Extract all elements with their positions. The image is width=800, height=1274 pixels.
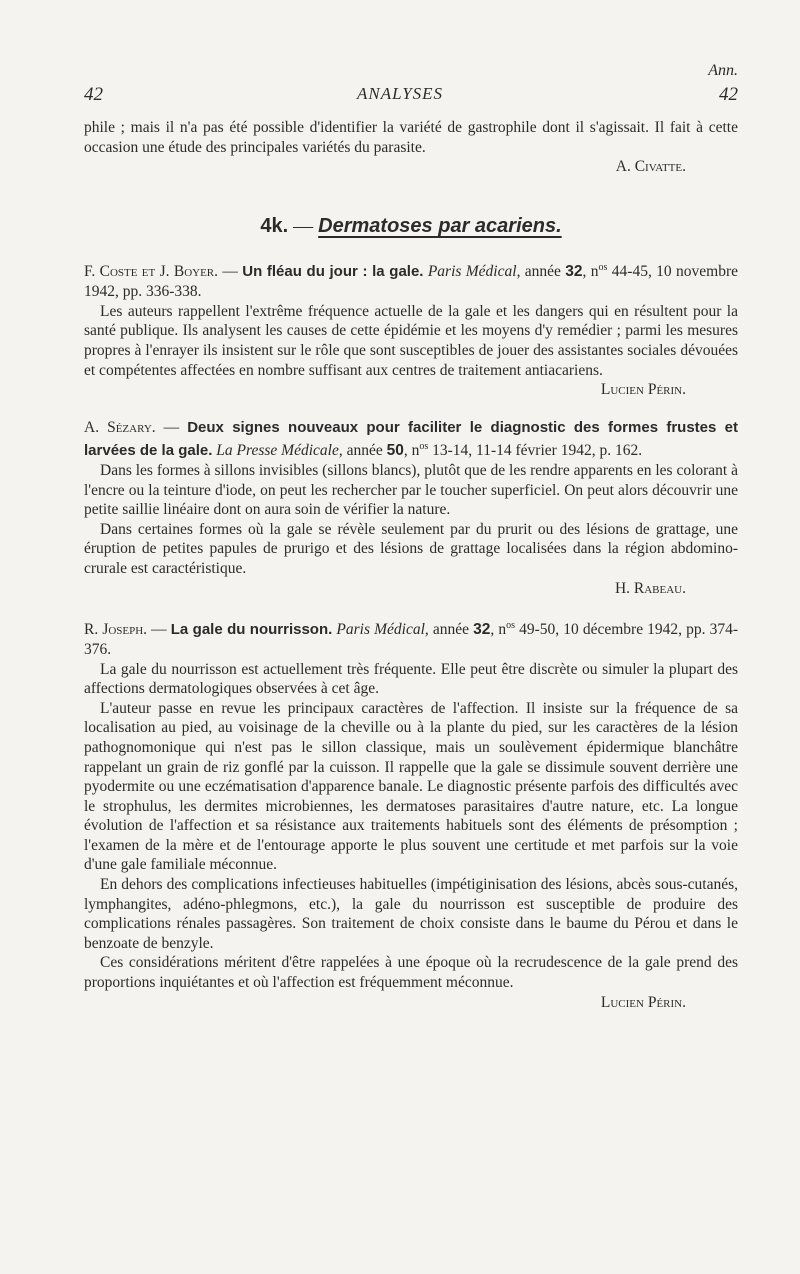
citation-ref: , n [490,621,507,639]
abstract-paragraph: Dans certaines formes où la gale se révèle seulement par du prurit ou des lésions de grattage, une éruption de petites papules de prurigo et des lésions de grattage localisées dans la région abdomino-crurale est caractéristique. [84,520,738,577]
citation-title: Deux signes nouveaux pour faciliter le diagnostic des formes frustes et larvées de la gale. [84,418,739,460]
citation-sup: os [419,441,429,453]
abstract-paragraph: Ces considérations méritent d'être rappelées à une époque où la recrudescence de la gale prend des proportions inquiétantes et où l'affection est fréquemment méconnue. [84,954,738,992]
citation-ref: 44-45, 10 novembre 1942, pp. 336-338. [84,263,739,301]
citation-dash: — [147,621,171,639]
citation-title: La gale du nourrisson. [170,621,333,639]
citation-title: Un fléau du jour : la gale. [242,263,424,281]
abstract-signature: Lucien Périn. [600,993,686,1011]
abstract-paragraph: La gale du nourrisson est actuellement très fréquente. Elle peut être discrète ou simuler la plupart des affections dermatologiques observées à cet âge. [84,660,738,698]
citation-authors: R. Joseph. [84,621,148,639]
citation-year: 50 [386,442,404,460]
citation-authors: A. Sézary. [84,418,156,436]
page-number-right: 42 [719,84,738,105]
citation-journal: Paris Médical [427,263,517,281]
citation-sup: os [598,262,608,274]
citation-ref: , n [582,263,599,281]
intro-signature: A. Civatte. [615,158,686,176]
section-title: Dermatoses par acariens. [318,214,562,237]
citation-authors: F. Coste et J. Boyer. [84,263,219,281]
citation-dash: — [218,263,243,281]
abstract-entry [84,258,738,399]
citation-ref: , année [338,442,387,460]
header-ann: Ann. [708,62,738,79]
abstract-paragraph: En dehors des complications infectieuses habituelles (impétiginisation des lésions, abcès sous-cutanés, lymphangites, adéno-phlegmons, etc.), la gale du nourrisson est susceptible de produire des complications rénales passagères. Son traitement de choix consiste dans le baume du Pérou et dans le benzoate de benzyle. [84,876,738,952]
page-number-left: 42 [84,84,103,105]
citation-year: 32 [473,621,491,639]
abstract-entry [84,418,738,599]
abstract-paragraph: Dans les formes à sillons invisibles (sillons blancs), plutôt que de les rendre apparents en les colorant à l'encre ou la teinture d'iode, on peut les rechercher par le toucher superficiel. On peut alors découvrir une petite saillie linéaire dont on aura soin de vérifier la nature. [84,462,738,519]
citation-ref: 49-50, 10 décembre 1942, pp. 374-376. [84,621,739,658]
citation-ref: , n [403,442,420,460]
citation-sup: os [506,620,515,632]
abstract-paragraph: Les auteurs rappellent l'extrême fréquence actuelle de la gale et les dangers qui en résultent pour la santé publique. Ils analysent les causes de cette épidémie et les moyens d'y remédier ; parmi les mesures propres à l'enrayer ils insistent sur le rôle que sont susceptibles de jouer des assistantes sociales dévouées et compétentes affectées en nombre suffisant aux centres de traitement antiacariens. [84,302,738,379]
citation-ref: 13-14, 11-14 février 1942, p. 162. [428,442,643,460]
section-dash: — [293,214,314,237]
intro-paragraph: phile ; mais il n'a pas été possible d'identifier la variété de gastrophile dont il s'agissait. Il fait à cette occasion une étude des principales variétés du parasite. [84,119,738,156]
citation-ref: , année [424,621,474,639]
abstract-paragraph: L'auteur passe en revue les principaux caractères de l'affection. Il insiste sur la fréquence de sa localisation au pied, au voisinage de la cheville ou à la plante du pied, sur les caractères de la lésion pathognomonique qui n'est pas le sillon classique, mais un soulèvement épidermique blanchâtre rappelant un grain de riz gonflé par la cuisson. Il rappelle que la gale se dissimule souvent derrière une pyodermite ou une eczématisation d'apparence banale. Le diagnostic présente parfois des difficultés avec le strophulus, les dermites microbiennes, les dermatoses parasitaires d'autre nature, etc. La longue évolution de l'affection et sa résistance aux traitements habituels sont des éléments de présomption ; l'examen de la mère et de l'entourage apporte le plus souvent une certitude et met parfois sur la voie d'une gale familiale méconnue. [84,699,738,874]
abstract-signature: H. Rabeau. [614,579,686,597]
citation-journal: Paris Médical [336,621,425,639]
citation-ref: , année [516,263,566,281]
abstract-entry [84,616,738,1012]
section-heading [84,214,738,237]
running-title: ANALYSES [356,84,444,103]
citation-journal: La Presse Médicale [216,442,339,460]
section-number: 4k. [260,214,289,237]
citation [84,418,738,461]
page-body [84,118,738,1012]
citation-year: 32 [565,263,583,281]
citation-dash: — [155,418,188,436]
citation [84,616,738,659]
citation [84,258,738,301]
abstract-signature: Lucien Périn. [600,381,686,399]
